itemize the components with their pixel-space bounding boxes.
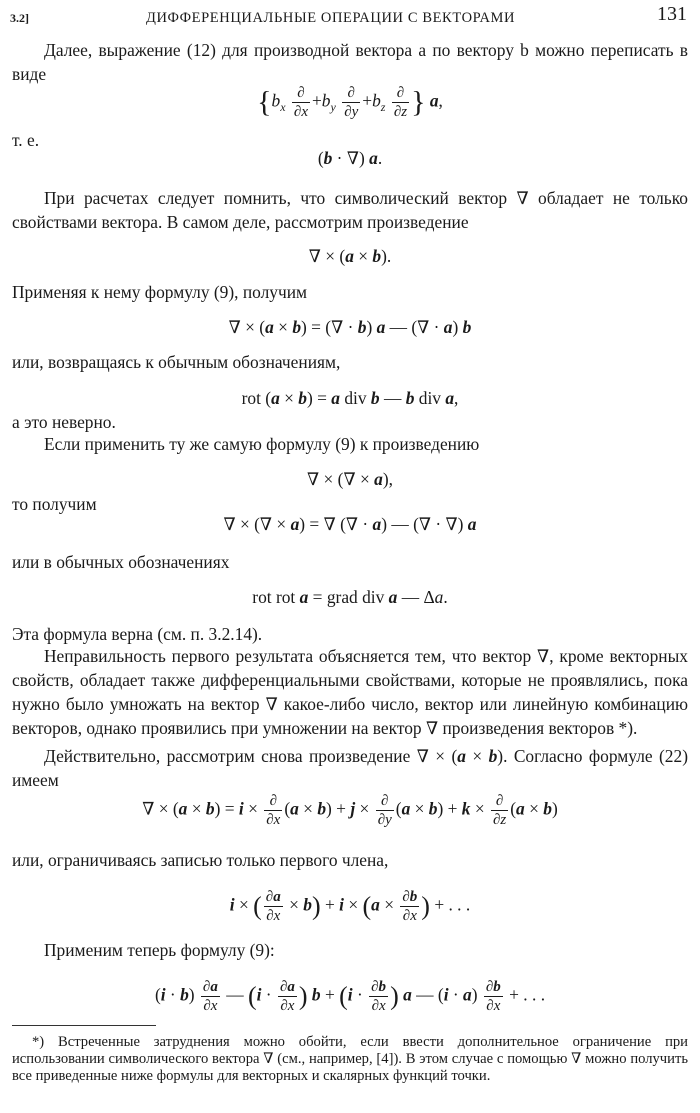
paragraph-7: Если применить ту же самую формулу (9) к произведению xyxy=(44,434,480,454)
paragraph-10: Эта формула верна (см. п. 3.2.14). xyxy=(12,624,263,644)
formula-bac-cab: ∇ × (a × b) = (∇ · b) a — (∇ · a) b xyxy=(228,317,472,337)
paragraph-2: т. е. xyxy=(12,130,40,150)
formula-final-expansion: (i · b) $\frac{\partial a}{\partial x}$ — (i · $\frac{\partial a}{\partial x}$ ) b + (i · $\frac{\partial b}{\partial x}$ ) a — (i · a) $\frac{\partial b}{\partial x}$ + . . . xyxy=(154,979,546,1014)
page-number: 131 xyxy=(657,3,687,25)
paragraph-11: Неправильность первого результата объясняется тем, что вектор ∇, кроме векторных свойств, обладает также дифференциальными свойствами, которые не проявлялись, пока нужно было умножать на вектор ∇ какое-либо число, вектор или линейную комбинацию векторов, однако проявились при умножении на вектор ∇ произведения векторов *). xyxy=(12,646,688,738)
paragraph-12: Действительно, рассмотрим снова произведение ∇ × (a × b). Согласно формуле (22) имеем xyxy=(12,746,688,790)
formula-curl-curl: ∇ × (∇ × a), xyxy=(307,469,393,489)
paragraph-12-start: Действительно, рассмотрим снова произведение xyxy=(44,746,411,766)
paragraph-3: При расчетах следует помнить, что символический вектор ∇ обладает не только свойствами вектора. В самом деле, рассмотрим произведение xyxy=(12,188,688,232)
paragraph-13: или, ограничиваясь записью только первого члена, xyxy=(12,850,389,870)
formula-directional-derivative: {$b_x$ $\frac{\partial}{\partial x}$ $+b_y$ $\frac{\partial}{\partial y}$ $+b_z$ $\frac{\partial}{\partial z}$ } a, xyxy=(257,85,443,120)
paragraph-14: Применим теперь формулу (9): xyxy=(44,940,275,960)
section-number: 3.2] xyxy=(10,11,29,25)
paragraph-12-end: . Согласно формуле (22) имеем xyxy=(12,746,688,790)
paragraph-8: то получим xyxy=(12,494,97,514)
formula-b-nabla-a: (b · ∇) a. xyxy=(317,148,383,168)
formula-first-term: i × ( $\frac{\partial a}{\partial x}$ × b) + i × (a × $\frac{\partial b}{\partial x}$ ) + . . . xyxy=(229,889,471,924)
footnote-divider xyxy=(12,1025,156,1026)
formula-curl-cross: ∇ × (a × b). xyxy=(308,246,392,266)
formula-curl-curl-expanded: ∇ × (∇ × a) = ∇ (∇ · a) — (∇ · ∇) a xyxy=(223,514,477,534)
chapter-title: ДИФФЕРЕНЦИАЛЬНЫЕ ОПЕРАЦИИ С ВЕКТОРАМИ xyxy=(146,10,516,26)
footnote: *) Встреченные затруднения можно обойти, если ввести дополнительное ограничение при использовании символического вектора ∇ (см., например, [4]). В этом случае с помощью ∇ можно получить все приведенные ниже формулы для векторных и скалярных функций точки. xyxy=(12,1034,688,1084)
formula-rot-rot: rot rot a = grad div a — Δa. xyxy=(252,587,448,607)
paragraph-6: а это неверно. xyxy=(12,412,116,432)
paragraph-9: или в обычных обозначениях xyxy=(12,552,230,572)
paragraph-1: Далее, выражение (12) для производной вектора a по вектору b можно переписать в виде xyxy=(12,40,688,84)
running-header xyxy=(10,4,690,28)
paragraph-4: Применяя к нему формулу (9), получим xyxy=(12,282,308,302)
paragraph-5: или, возвращаясь к обычным обозначениям, xyxy=(12,352,341,372)
formula-component-expansion: ∇ × (a × b) = i × $\frac{\partial}{\partial x}$ (a × b) + j × $\frac{\partial}{\partial y}$ (a × b) + k × $\frac{\partial}{\partial z}$ (a × b) xyxy=(142,793,558,828)
formula-rot-wrong: rot (a × b) = a div b — b div a, xyxy=(241,388,459,408)
